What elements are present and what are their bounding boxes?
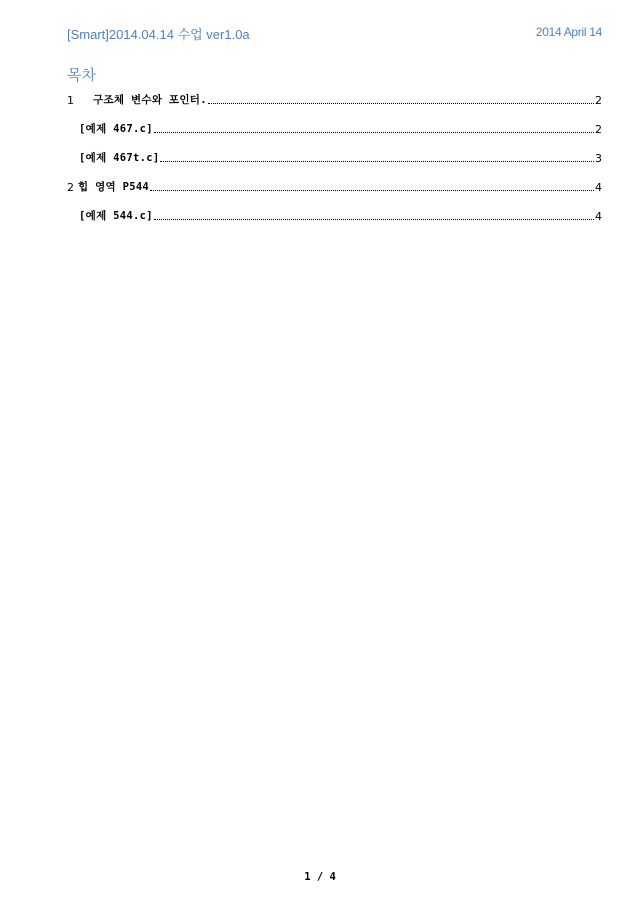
toc-entry-page: 2 xyxy=(595,94,602,107)
toc-dot-leader xyxy=(208,103,594,104)
page-number-footer: 1 / 4 xyxy=(304,871,336,883)
toc-entry-section-2[interactable] xyxy=(67,178,602,194)
toc-entry-example-467t[interactable] xyxy=(79,149,602,165)
toc-entry-example-544[interactable] xyxy=(79,207,602,223)
toc-entry-page: 2 xyxy=(595,123,602,136)
toc-entry-page: 3 xyxy=(595,152,602,165)
toc-entry-title: [예제 467t.c] xyxy=(79,152,160,164)
toc-entry-title: 힙 영역 P544 xyxy=(78,181,150,193)
toc-entry-number: 2 xyxy=(67,181,74,194)
toc-entry-title: [예제 544.c] xyxy=(79,210,153,222)
toc-entry-example-467[interactable] xyxy=(79,120,602,136)
toc-entry-title: [예제 467.c] xyxy=(79,123,153,135)
toc-entry-title: 구조체 변수와 포인터. xyxy=(93,94,207,106)
page-header xyxy=(67,24,602,42)
toc-dot-leader xyxy=(154,132,594,133)
toc-dot-leader xyxy=(154,219,594,220)
header-document-title: [Smart]2014.04.14 수업 ver1.0a xyxy=(67,27,250,42)
toc-heading: 목차 xyxy=(67,66,96,84)
toc-entry-page: 4 xyxy=(595,210,602,223)
toc-entry-section-1[interactable] xyxy=(67,91,602,107)
toc-dot-leader xyxy=(150,190,594,191)
toc-entry-number: 1 xyxy=(67,94,74,107)
toc-entry-page: 4 xyxy=(595,181,602,194)
toc-dot-leader xyxy=(160,161,594,162)
header-date: 2014 April 14 xyxy=(535,25,602,39)
